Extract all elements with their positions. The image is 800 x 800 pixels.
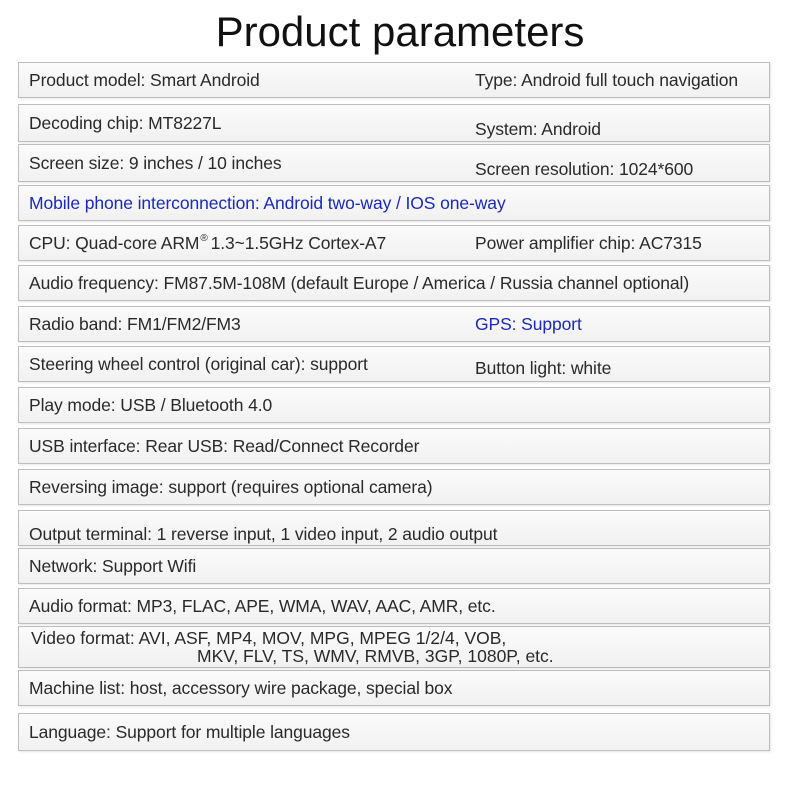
system-label: System: Android (475, 118, 601, 139)
table-row-product-model (18, 62, 770, 98)
table-row-reversing-image (18, 469, 770, 505)
table-row-decoding-chip (18, 104, 770, 142)
table-row-screen (18, 144, 770, 182)
cpu-label-b: 1.3~1.5GHz Cortex-A7 (210, 232, 387, 253)
cpu-label-a: CPU: Quad-core ARM (29, 232, 200, 253)
video-format-line-2: MKV, FLV, TS, WMV, RMVB, 3GP, 1080P, etc. (197, 646, 554, 666)
audio-format-label: Audio format: MP3, FLAC, APE, WMA, WAV, AAC, AMR, etc. (29, 595, 496, 616)
table-row-phone-interconnection (18, 185, 770, 221)
video-format-line-1: Video format: AVI, ASF, MP4, MOV, MPG, MPEG 1/2/4, VOB, (31, 628, 507, 648)
play-mode-label: Play mode: USB / Bluetooth 4.0 (29, 394, 273, 415)
screen-size-label: Screen size: 9 inches / 10 inches (29, 152, 282, 173)
screen-resolution-label: Screen resolution: 1024*600 (475, 158, 694, 179)
button-light-label: Button light: white (475, 357, 612, 378)
table-row-machine-list (18, 670, 770, 706)
language-label: Language: Support for multiple languages (29, 721, 350, 742)
table-row-language (18, 713, 770, 751)
registered-mark: ® (200, 232, 208, 244)
page-title: Product parameters (215, 8, 585, 55)
steering-wheel-label: Steering wheel control (original car): support (29, 353, 368, 374)
table-row-audio-frequency (18, 265, 770, 301)
power-amplifier-label: Power amplifier chip: AC7315 (475, 232, 702, 253)
table-row-usb-interface (18, 428, 770, 464)
video-format-label (31, 629, 554, 665)
cpu-label (29, 226, 386, 260)
usb-interface-label: USB interface: Rear USB: Read/Connect Recorder (29, 435, 420, 456)
table-row-video-format (18, 626, 770, 668)
machine-list-label: Machine list: host, accessory wire package, special box (29, 677, 453, 698)
table-row-audio-format (18, 588, 770, 624)
type-label: Type: Android full touch navigation (475, 69, 739, 90)
reversing-image-label: Reversing image: support (requires optional camera) (29, 476, 433, 497)
phone-interconnection-label: Mobile phone interconnection: Android two-way / IOS one-way (29, 192, 506, 213)
radio-band-label: Radio band: FM1/FM2/FM3 (29, 313, 241, 334)
gps-label: GPS: Support (475, 313, 582, 334)
product-model-label: Product model: Smart Android (29, 69, 260, 90)
table-row-play-mode (18, 387, 770, 423)
table-row-steering-wheel (18, 346, 770, 382)
table-row-cpu (18, 225, 770, 261)
decoding-chip-label: Decoding chip: MT8227L (29, 112, 222, 133)
audio-frequency-label: Audio frequency: FM87.5M-108M (default Europe / America / Russia channel optional) (29, 272, 690, 293)
table-row-radio-band (18, 306, 770, 342)
network-label: Network: Support Wifi (29, 555, 197, 576)
table-row-network (18, 548, 770, 584)
table-row-output-terminal (18, 510, 770, 546)
output-terminal-label: Output terminal: 1 reverse input, 1 video input, 2 audio output (29, 523, 498, 544)
